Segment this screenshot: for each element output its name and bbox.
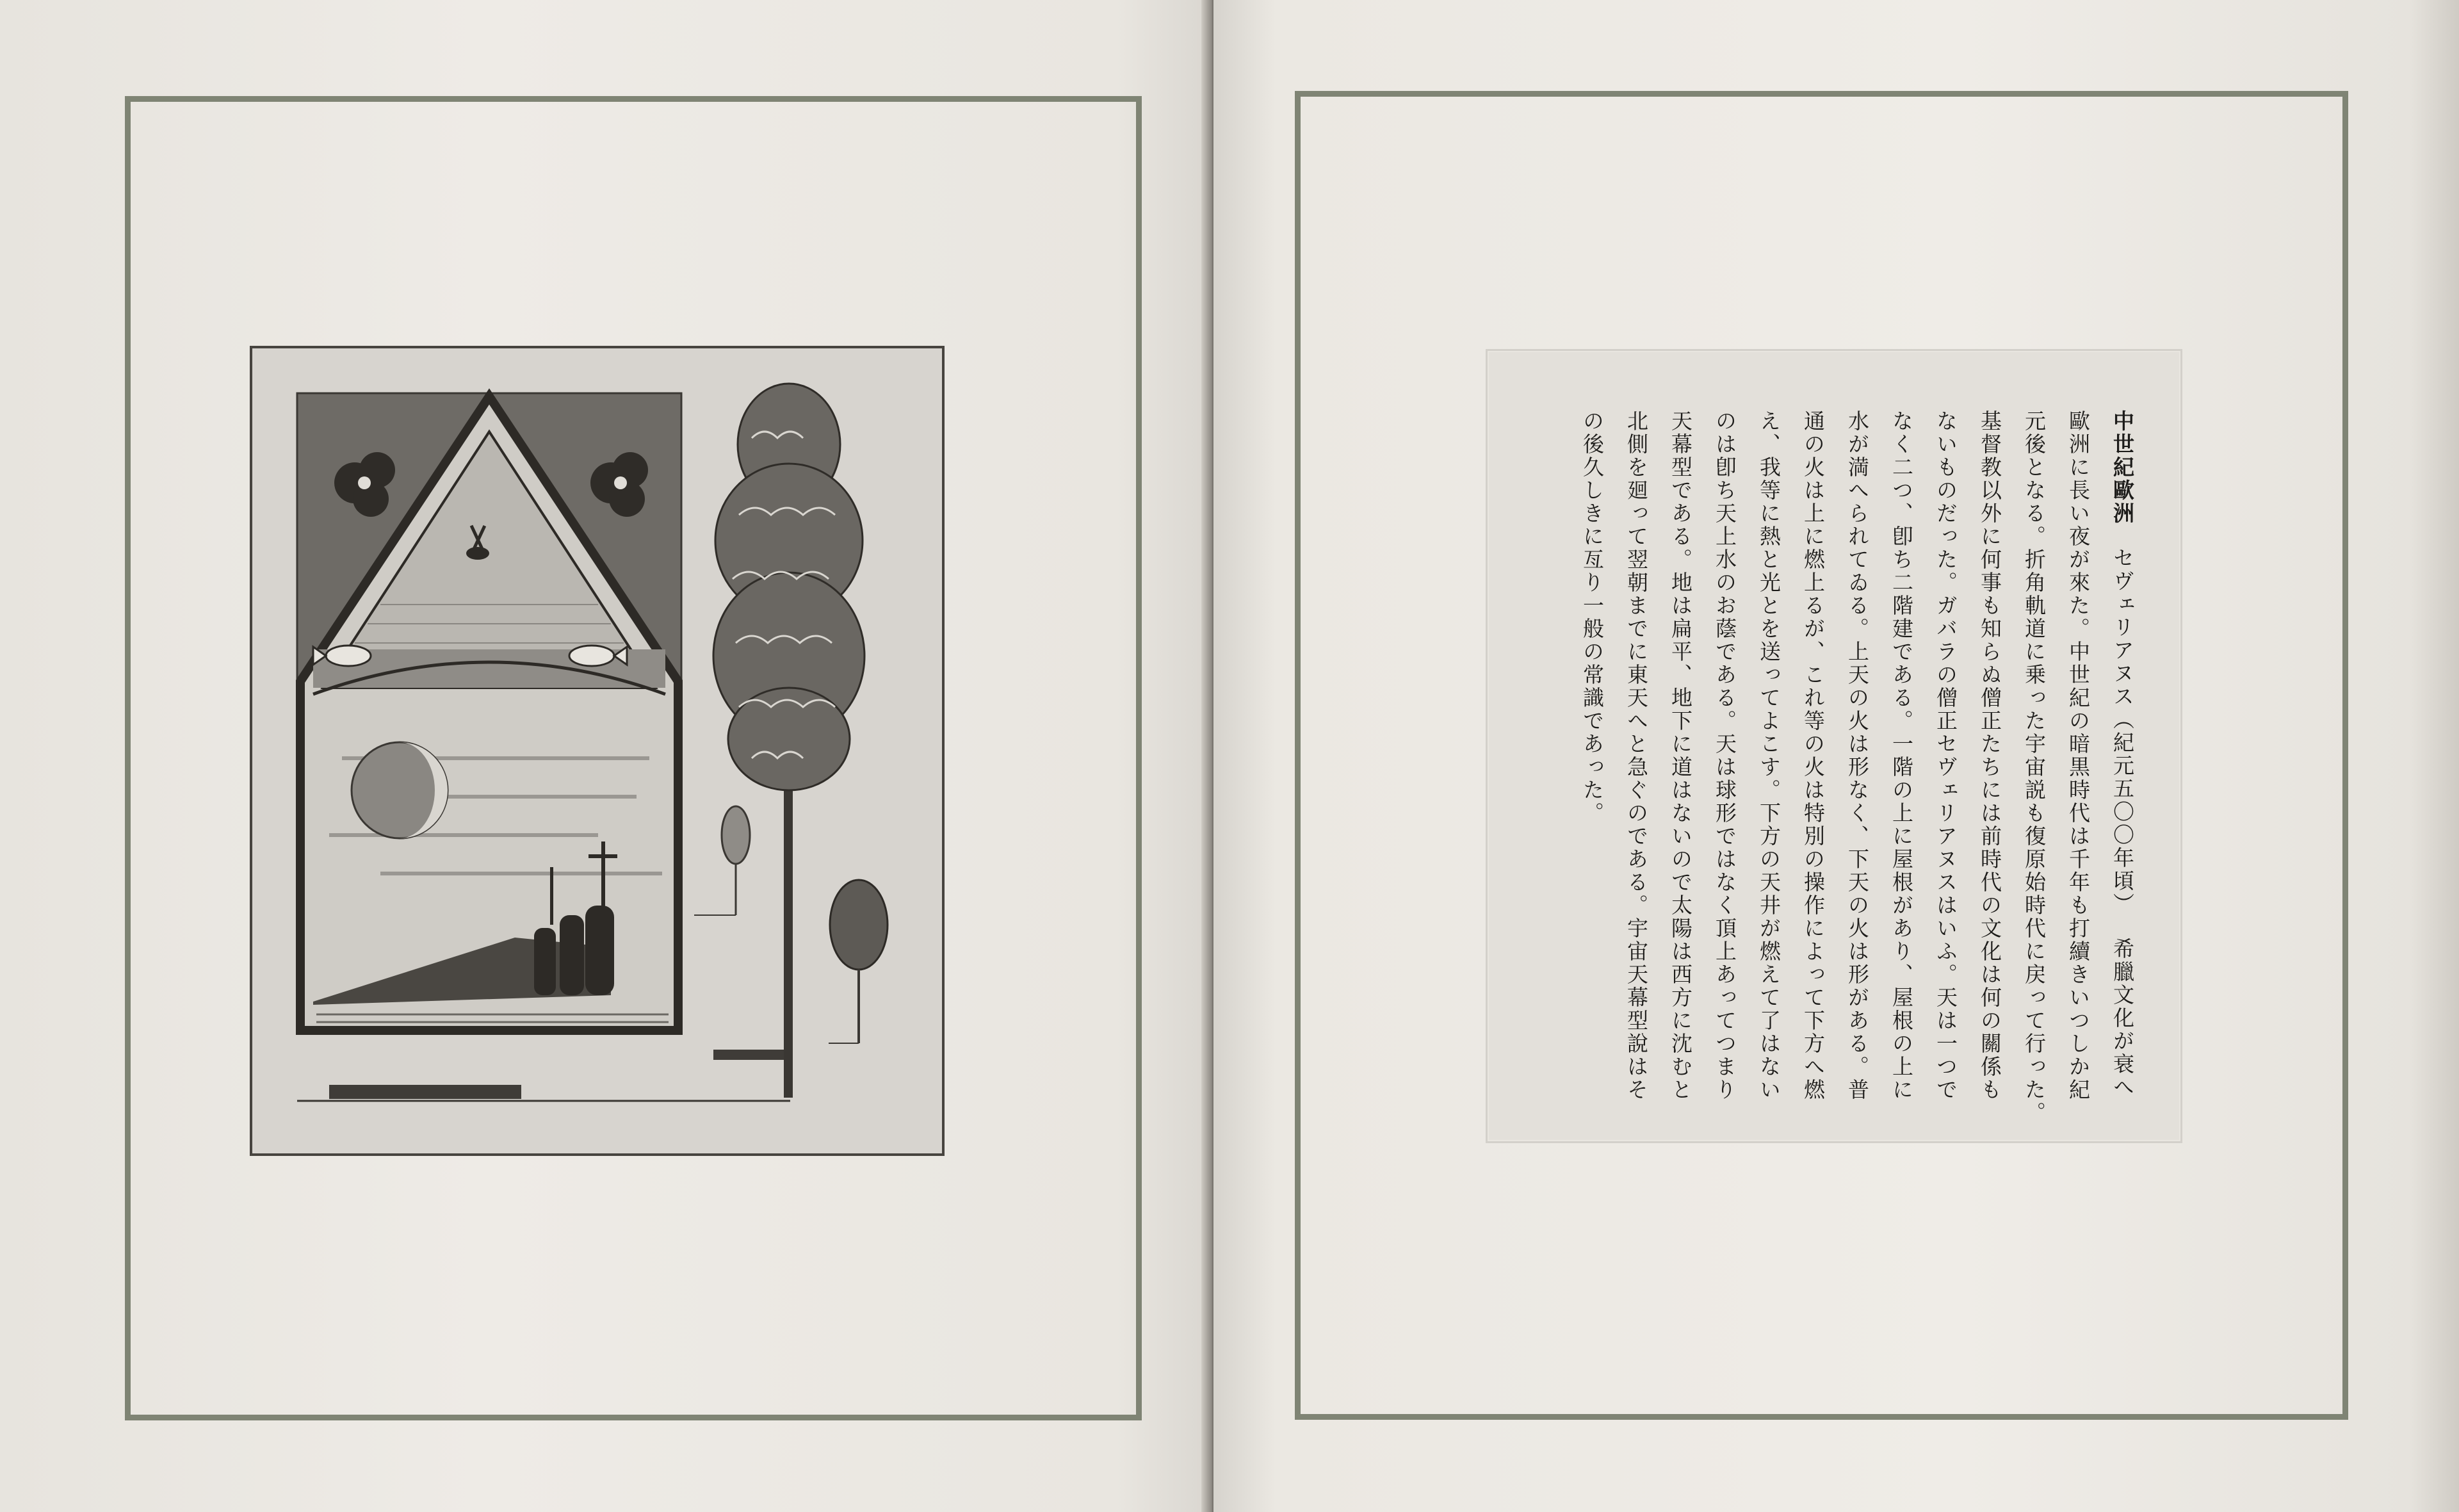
text-line: 通の火は上に燃上るが、これ等の火は特別の操作によって下方へ燃 [1801,410,1826,1101]
text-line: のは卽ち天上水のお蔭である。天は球形ではなく頂上あってつまり [1712,410,1737,1101]
tent-universe-etching [252,348,942,1153]
text-line: 天幕型である。地は扁平、地下に道はないので太陽は西方に沈むと [1668,410,1693,1101]
text-line: 歐洲に長い夜が來た。中世紀の暗黒時代は千年も打續きいつしか紀 [2066,410,2091,1101]
text-line: なく二つ、卽ち二階建である。一階の上に屋根があり、屋根の上に [1889,410,1914,1101]
text-line: 水が満へられてゐる。上天の火は形なく、下天の火は形がある。普 [1845,410,1870,1101]
text-line: 北側を廻って翌朝までに東天へと急ぐのである。宇宙天幕型說はそ [1624,410,1649,1101]
text-line: 元後となる。折角軌道に乗った宇宙説も復原始時代に戻って行った。 [2022,410,2047,1125]
vertical-text-block [1527,410,2145,1125]
etching-illustration [250,346,945,1156]
text-line: 基督教以外に何事も知らぬ僧正たちには前時代の文化は何の關係も [1977,410,2002,1101]
subject-name: セヴェリアヌス（紀元五〇〇年頃） [2110,547,2135,916]
text-line: え、我等に熱と光とを送ってよこす。下方の天井が燃えて了はない [1757,410,1781,1101]
text-plate [1486,349,2182,1143]
right-page [1213,0,2459,1512]
text-line-1-body: 希臘文化が衰へ [2110,938,2135,1099]
text-line-1 [2100,410,2145,1101]
text-line: の後久しきに亙り一般の常識であった。 [1580,410,1605,825]
heading: 中世紀歐洲 [2110,410,2135,525]
left-page [0,0,1213,1512]
text-line: ないものだった。ガバラの僧正セヴェリアヌスはいふ。天は一つで [1933,410,1958,1101]
